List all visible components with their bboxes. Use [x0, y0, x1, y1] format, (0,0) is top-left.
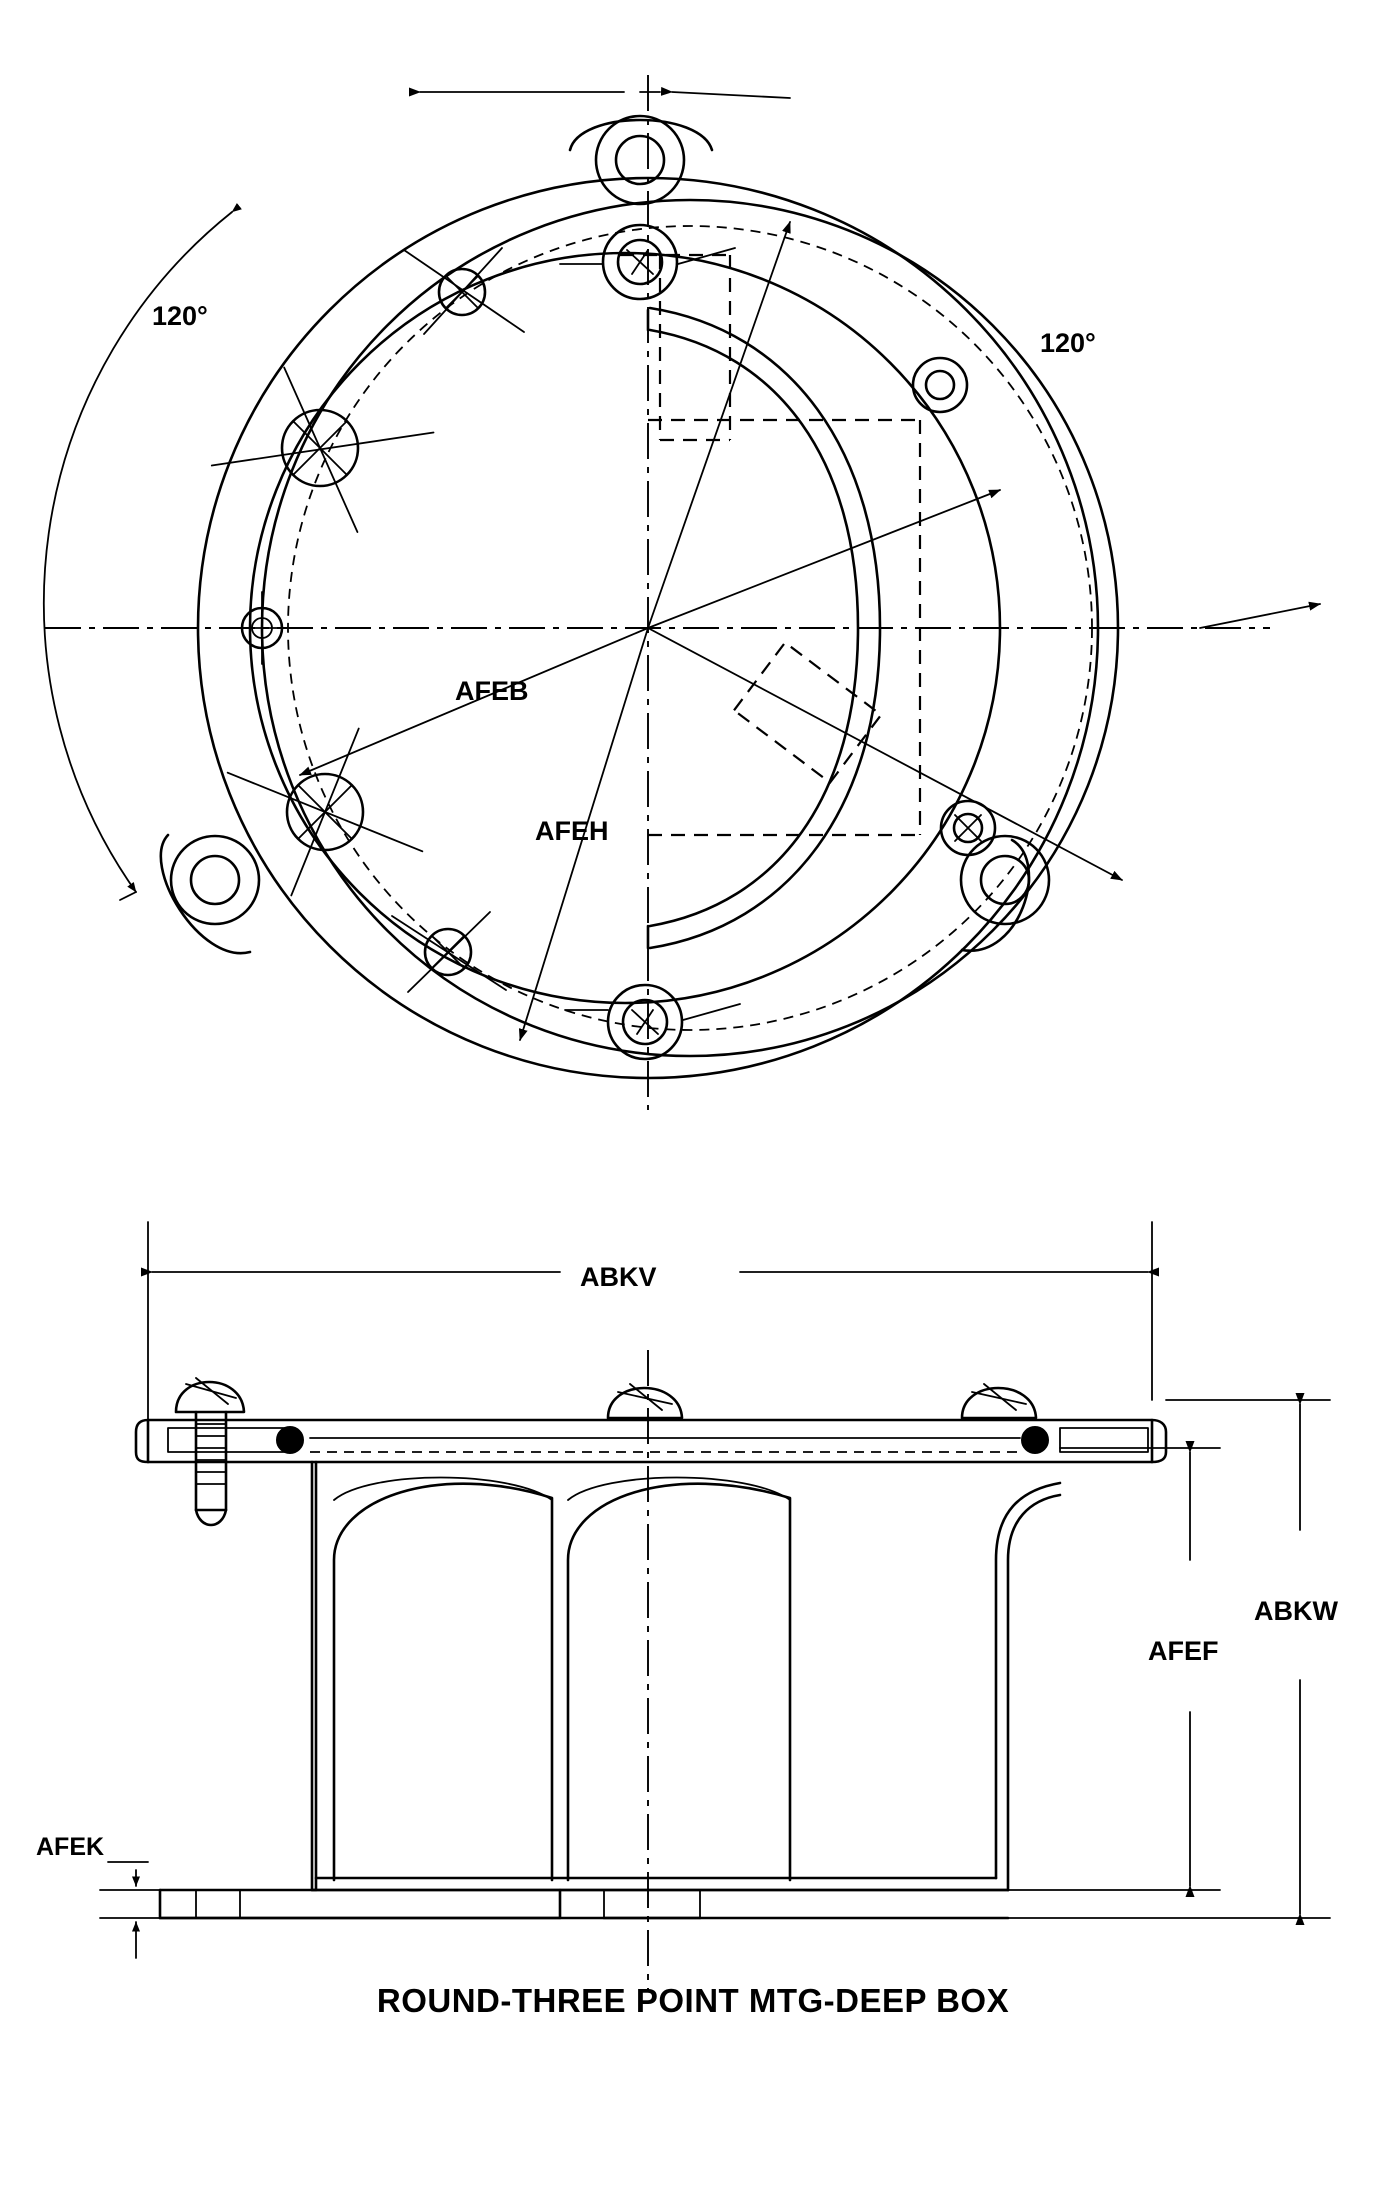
bottom-flange	[160, 1890, 1008, 1918]
side-elevation-view	[36, 1222, 1338, 1990]
mounting-ear-top	[570, 116, 712, 204]
internal-compartments	[334, 1478, 790, 1881]
angle-leader-right	[648, 490, 1000, 628]
top-plan-view	[44, 75, 1320, 1110]
afef-dimension	[1008, 1448, 1220, 1890]
afeh-label: AFEH	[535, 816, 609, 846]
mounting-hole-upper-left	[212, 368, 434, 532]
afek-dimension	[36, 1833, 160, 1958]
afeb-label: AFEB	[455, 676, 529, 706]
angle-leader-far-right	[1200, 604, 1320, 628]
abkv-dimension	[148, 1222, 1152, 1420]
afek-label: AFEK	[36, 1833, 105, 1861]
small-center-hole-left	[222, 592, 302, 664]
drawing-title: ROUND-THREE POINT MTG-DEEP BOX	[376, 1982, 1010, 2019]
afef-label: AFEF	[1148, 1636, 1219, 1666]
cover-screw-bottom	[565, 985, 740, 1059]
angle-leader-lower-right	[648, 628, 1122, 880]
abkv-label: ABKV	[580, 1262, 657, 1292]
cover-screw-right	[913, 358, 967, 412]
small-hole-upper	[404, 248, 524, 334]
top-dim-right	[672, 92, 790, 98]
screw-right	[962, 1384, 1036, 1418]
box-body-side	[312, 1462, 1060, 1890]
angle-label-right: 120°	[1040, 328, 1096, 358]
arc-tail	[120, 892, 136, 900]
cover-plate	[136, 1420, 1166, 1462]
angle-label-left: 120°	[152, 301, 208, 331]
mounting-ear-bottom-left	[161, 835, 259, 953]
abkw-label: ABKW	[1254, 1596, 1338, 1626]
screw-center	[608, 1384, 682, 1418]
